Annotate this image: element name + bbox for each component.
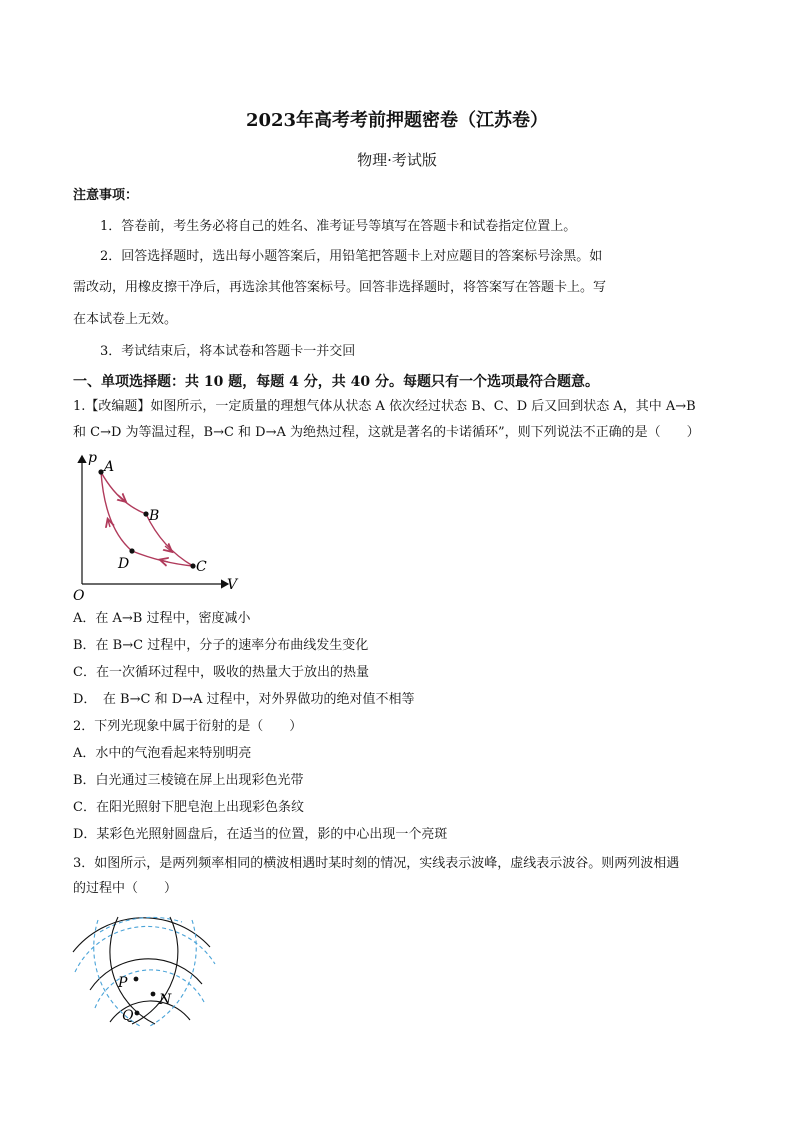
q2-option-c: C．在阳光照射下肥皂泡上出现彩色条纹 (73, 800, 304, 815)
q1-stem-line-1: 1.【改编题】如图所示，一定质量的理想气体从状态 A 依次经过状态 B、C、D 后又回到状态 A，其中 A→B (73, 399, 696, 414)
point-a-dot (98, 469, 103, 474)
point-a-label: A (104, 459, 115, 475)
notice-item-1: 1．答卷前，考生务必将自己的姓名、准考证号等填写在答题卡和试卷指定位置上。 (100, 219, 577, 234)
point-c-label: C (196, 559, 207, 575)
point-p-label: P (118, 975, 128, 991)
notice-item-2-line-3: 在本试卷上无效。 (73, 312, 178, 327)
carnot-cycle-graph (70, 448, 255, 603)
notice-item-3: 3．考试结束后，将本试卷和答题卡一并交回 (100, 344, 356, 359)
q3-stem-line-2: 的过程中（ ） (73, 881, 178, 896)
q2-option-d: D．某彩色光照射圆盘后，在适当的位置，影的中心出现一个亮斑 (73, 827, 448, 842)
q2-stem: 2．下列光现象中属于衍射的是（ ） (73, 719, 303, 734)
point-b-label: B (149, 508, 160, 524)
crest-line (90, 959, 202, 990)
point-p-dot (134, 977, 139, 982)
point-d-label: D (118, 556, 130, 572)
point-q-label: Q (122, 1008, 134, 1024)
wave-interference-figure (70, 912, 220, 1030)
arrow-ab (118, 495, 125, 501)
page-title: 2023年高考考前押题密卷（江苏卷） (245, 110, 549, 131)
trough-line (150, 920, 196, 1026)
q1-option-d: D． 在 B→C 和 D→A 过程中，对外界做功的绝对值不相等 (73, 692, 415, 707)
trough-line (95, 970, 205, 1008)
notice-heading: 注意事项： (73, 188, 139, 203)
q1-stem-line-2: 和 C→D 为等温过程，B→C 和 D→A 为绝热过程，这就是著名的卡诺循环”，则下列说法不正确的是（ ） (73, 425, 700, 440)
notice-item-2-line-1: 2．回答选择题时，选出每小题答案后，用铅笔把答题卡上对应题目的答案标号涂黑。如 (100, 249, 603, 264)
q3-stem-line-1: 3．如图所示，是两列频率相同的横波相遇时某时刻的情况，实线表示波峰，虚线表示波谷。则两列波相遇 (73, 856, 680, 871)
point-b-dot (143, 511, 148, 516)
point-d-dot (129, 548, 134, 553)
origin-label: O (73, 588, 85, 603)
q1-option-a: A．在 A→B 过程中，密度减小 (73, 611, 251, 626)
q1-option-c: C．在一次循环过程中，吸收的热量大于放出的热量 (73, 665, 369, 680)
point-n-label: N (159, 992, 172, 1008)
page-subtitle: 物理·考试版 (357, 151, 437, 169)
axis-label-v: V (227, 577, 238, 593)
isotherm-cd (132, 551, 193, 566)
point-n-dot (151, 992, 156, 997)
adiabat-da (101, 472, 132, 551)
q2-option-b: B．白光通过三棱镜在屏上出现彩色光带 (73, 773, 304, 788)
section-1-heading: 一、单项选择题：共 10 题，每题 4 分，共 40 分。每题只有一个选项最符合题意。 (73, 374, 599, 390)
q2-option-a: A．水中的气泡看起来特别明亮 (73, 746, 252, 761)
point-q-dot (135, 1011, 140, 1016)
arrow-cd (161, 560, 168, 562)
q1-option-b: B．在 B→C 过程中，分子的速率分布曲线发生变化 (73, 638, 369, 653)
notice-item-2-line-2: 需改动，用橡皮擦干净后，再选涂其他答案标号。回答非选择题时，将答案写在答题卡上。写 (73, 280, 607, 295)
axis-label-p: p (88, 450, 97, 466)
point-c-dot (190, 563, 195, 568)
isotherm-ab (101, 472, 146, 514)
arrow-da (108, 520, 110, 527)
